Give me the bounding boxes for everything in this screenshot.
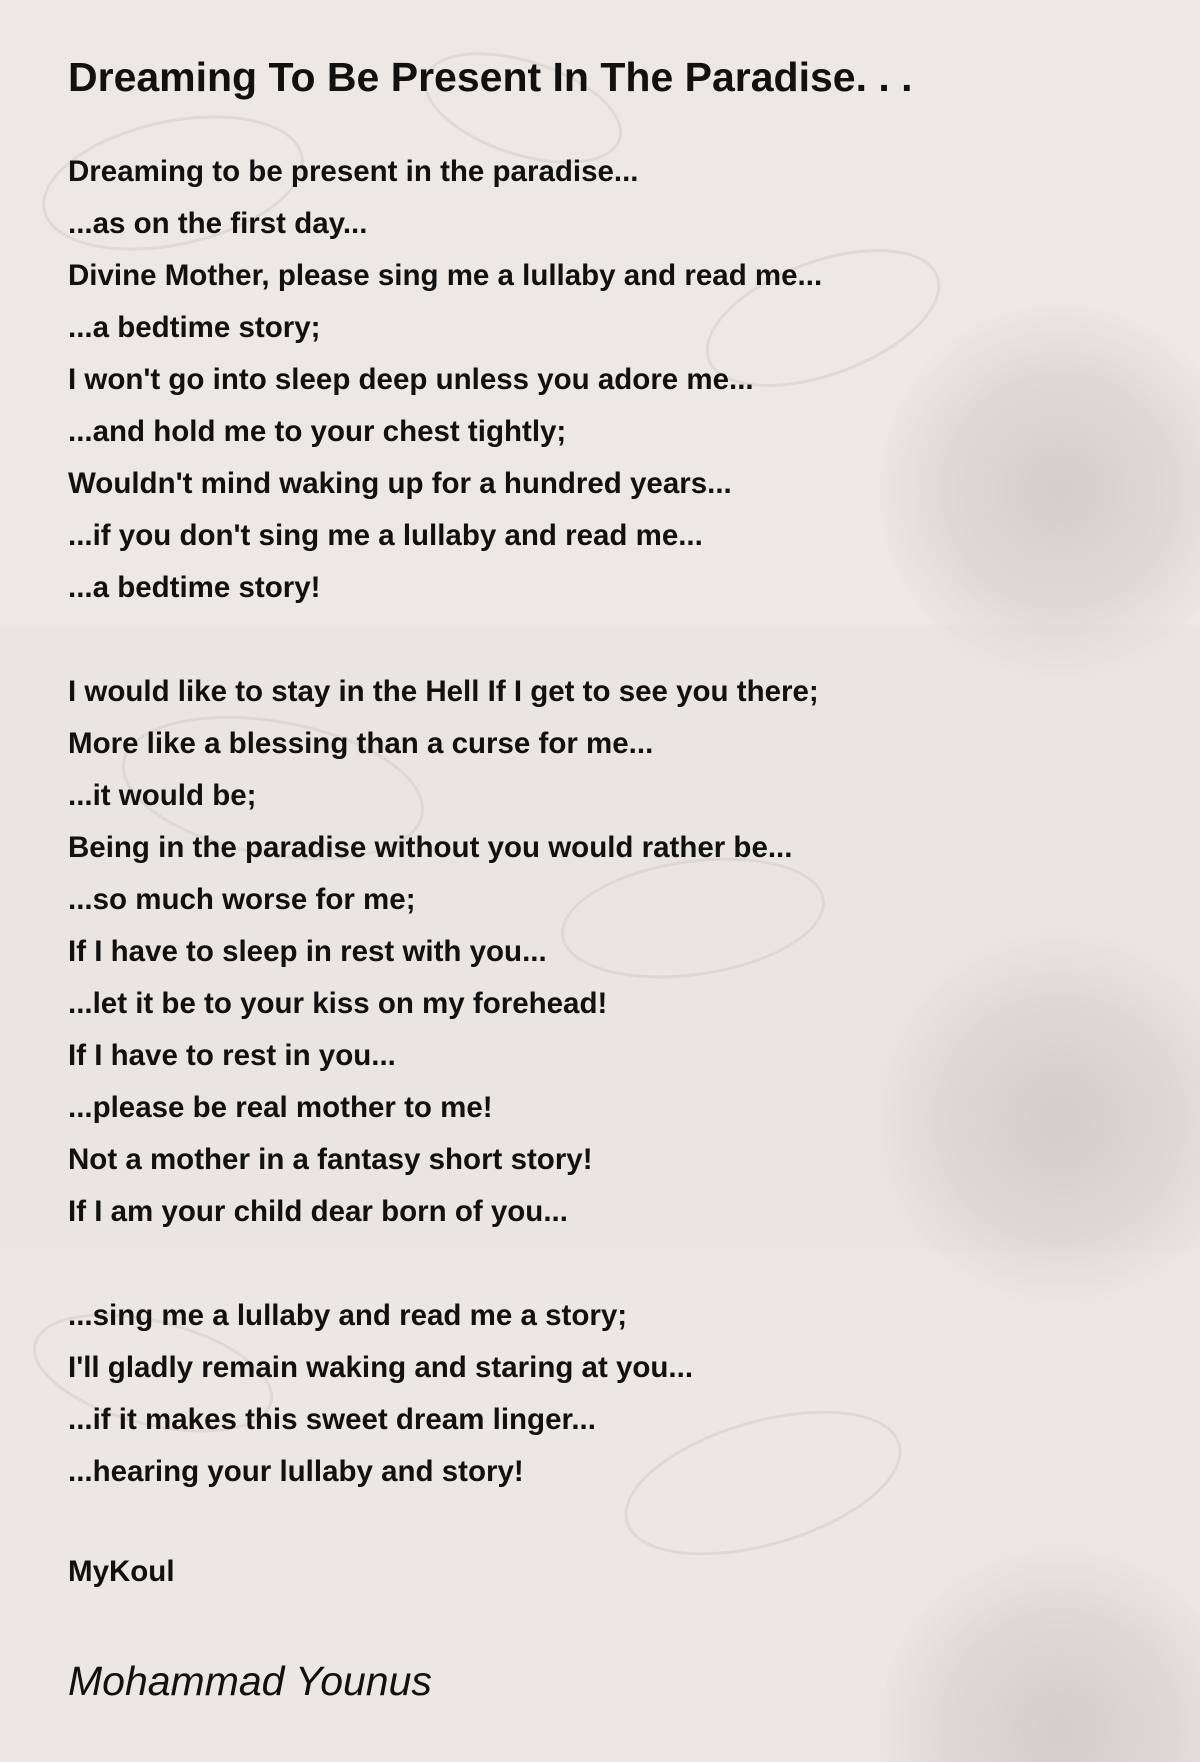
poem-line: If I have to rest in you... (68, 1039, 396, 1072)
stanza-3 (68, 1290, 1200, 1498)
poem-line: Being in the paradise without you would rather be... (68, 831, 793, 864)
poem-line: Divine Mother, please sing me a lullaby and read me... (68, 259, 823, 292)
poem-line: More like a blessing than a curse for me... (68, 727, 654, 760)
poem-line: ...let it be to your kiss on my forehead! (68, 987, 608, 1020)
poem-line: If I have to sleep in rest with you... (68, 935, 547, 968)
poem-line: I'll gladly remain waking and staring at you... (68, 1351, 694, 1384)
poem-line: ...hearing your lullaby and story! (68, 1455, 524, 1488)
poem-line: Not a mother in a fantasy short story! (68, 1143, 593, 1176)
poem-line: ...so much worse for me; (68, 883, 416, 916)
poem-line: ...if you don't sing me a lullaby and read me... (68, 519, 703, 552)
poem-line: ...sing me a lullaby and read me a story; (68, 1299, 628, 1332)
poem-line: ...as on the first day... (68, 207, 368, 240)
poem-signature: MyKoul (68, 1555, 175, 1588)
poem-line: ...it would be; (68, 779, 257, 812)
poem-line: ...a bedtime story! (68, 571, 321, 604)
author-name: Mohammad Younus (68, 1658, 432, 1704)
poem-line: Wouldn't mind waking up for a hundred years... (68, 467, 732, 500)
poem-line: ...a bedtime story; (68, 311, 321, 344)
poem-line: ...if it makes this sweet dream linger... (68, 1403, 596, 1436)
poem-line: ...please be real mother to me! (68, 1091, 493, 1124)
poem-line: I won't go into sleep deep unless you adore me... (68, 363, 754, 396)
poem-body (68, 146, 1200, 1598)
poem-line: Dreaming to be present in the paradise... (68, 155, 639, 188)
poem-line: ...and hold me to your chest tightly; (68, 415, 567, 448)
poem-title: Dreaming To Be Present In The Paradise. . . (68, 54, 913, 100)
stanza-2 (68, 666, 1200, 1238)
stanza-1 (68, 146, 1200, 614)
poem-line: I would like to stay in the Hell If I get to see you there; (68, 675, 819, 708)
poem-line: If I am your child dear born of you... (68, 1195, 568, 1228)
